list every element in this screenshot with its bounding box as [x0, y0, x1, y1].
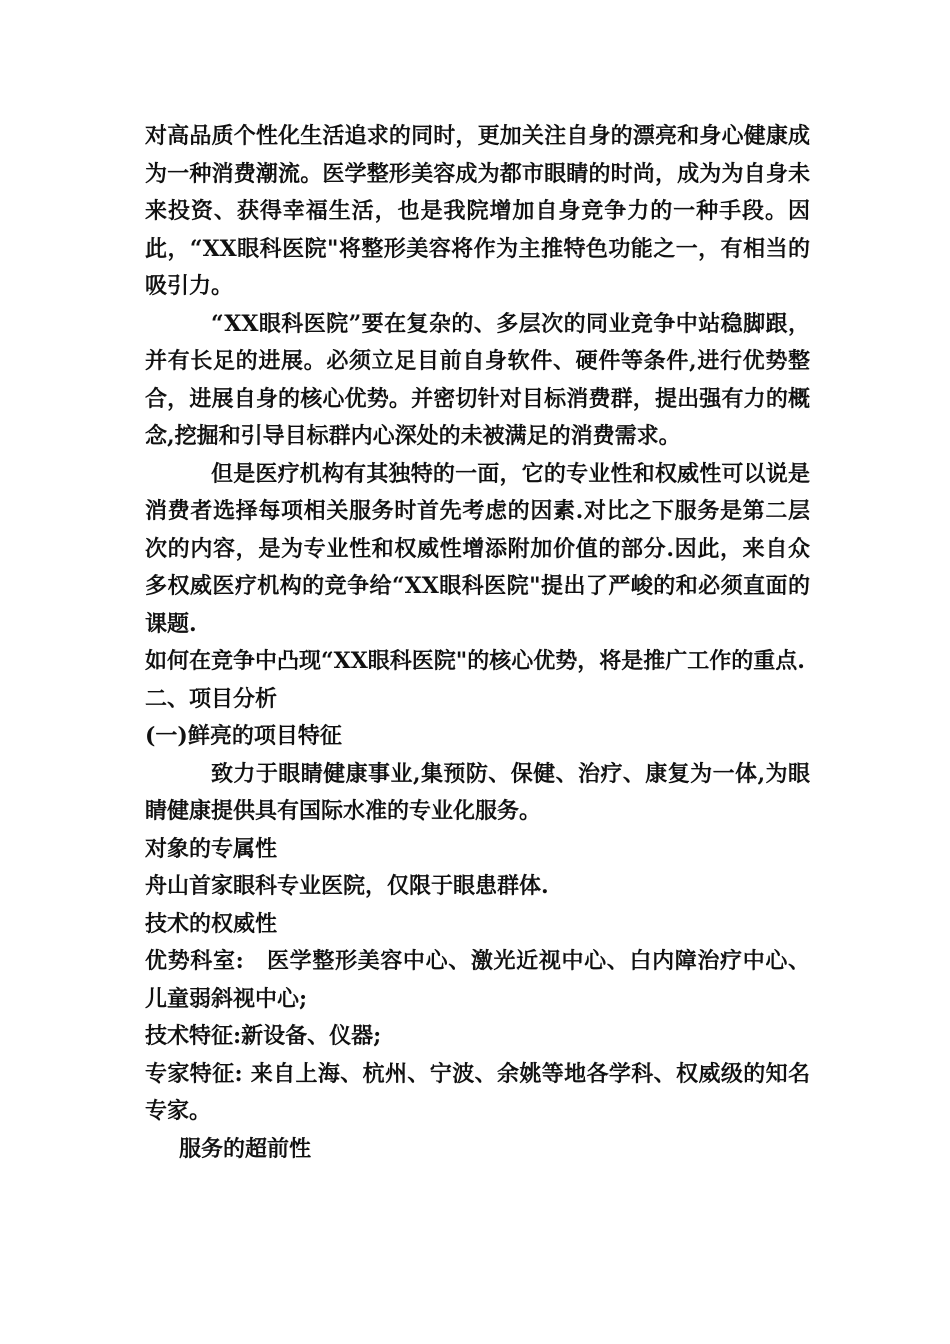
- paragraph-experts: 专家特征: 来自上海、杭州、宁波、余姚等地各学科、权威级的知名专家。: [145, 1060, 810, 1124]
- heading-target-exclusivity: 对象的专属性: [145, 835, 278, 862]
- document-body: [145, 118, 810, 1168]
- subsection-heading-project-features: (一)鲜亮的项目特征: [145, 723, 342, 749]
- paragraph-medical-institution: 但是医疗机构有其独特的一面，它的专业性和权威性可以说是消费者选择每项相关服务时首先考虑的因素.对比之下服务是第二层次的内容，是为专业性和权威性增添附加价值的部分.因此，来自众多权威医疗机构的竞争给“XX眼科医院"提出了严峻的和必须直面的课题.: [145, 460, 810, 637]
- paragraph-target-exclusivity: 舟山首家眼科专业医院，仅限于眼患群体.: [145, 873, 549, 899]
- section-heading-project-analysis: 二、项目分析: [145, 685, 278, 712]
- paragraph-departments: 优势科室: 医学整形美容中心、激光近视中心、白内障治疗中心、儿童弱斜视中心;: [145, 948, 810, 1012]
- paragraph-competition: “XX眼科医院”要在复杂的、多层次的同业竞争中站稳脚跟，并有长足的进展。必须立足目前自身软件、硬件等条件,进行优势整合，进展自身的核心优势。并密切针对目标消费群，提出强有力的概念,挖掘和引导目标群内心深处的未被满足的消费需求。: [145, 310, 810, 449]
- heading-technical-authority: 技术的权威性: [145, 910, 278, 937]
- heading-service-advance: 服务的超前性: [179, 1135, 312, 1162]
- paragraph-core-advantage: 如何在竞争中凸现“XX眼科医院"的核心优势，将是推广工作的重点.: [145, 648, 805, 674]
- paragraph-intro: 对高品质个性化生活追求的同时，更加关注自身的漂亮和身心健康成为一种消费潮流。医学整形美容成为都市眼睛的时尚，成为为自身未来投资、获得幸福生活，也是我院增加自身竞争力的一种手段。因此，“XX眼科医院"将整形美容将作为主推特色功能之一，有相当的吸引力。: [145, 123, 810, 299]
- paragraph-technical-features: 技术特征:新设备、仪器;: [145, 1023, 382, 1049]
- paragraph-mission: 致力于眼睛健康事业,集预防、保健、治疗、康复为一体,为眼睛健康提供具有国际水准的专业化服务。: [145, 760, 810, 824]
